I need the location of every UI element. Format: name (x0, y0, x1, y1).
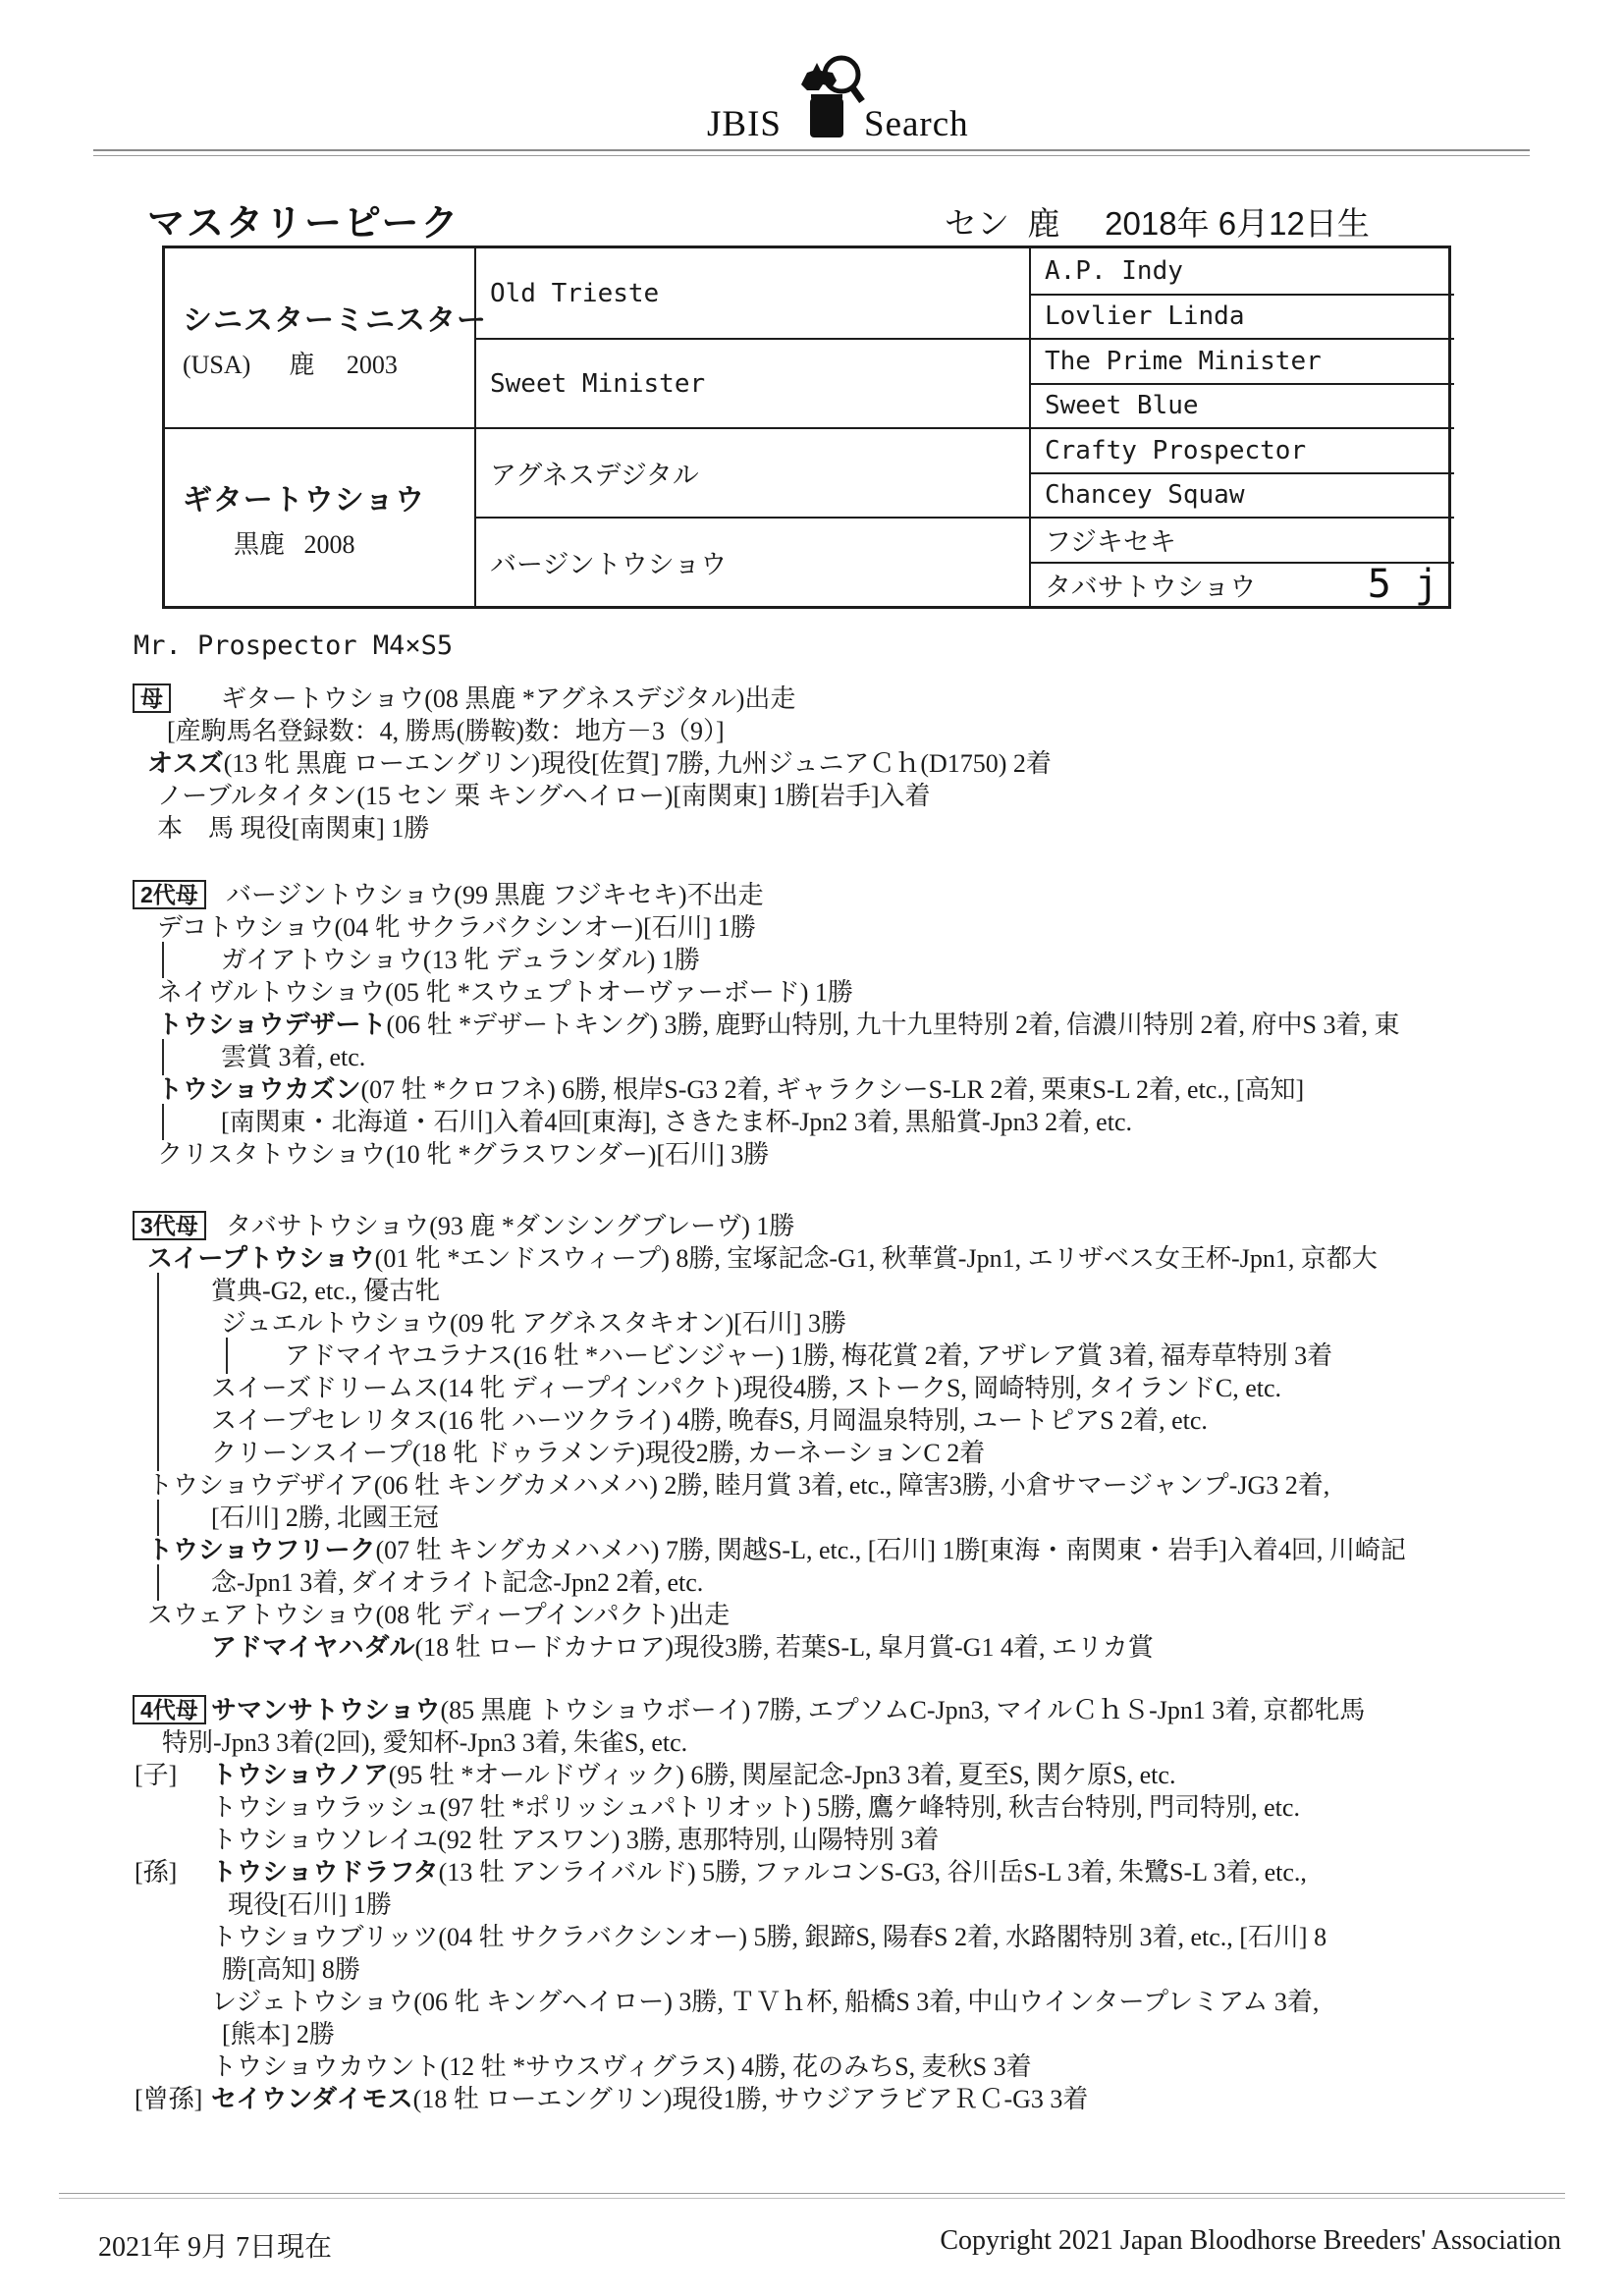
pedigree-line (133, 1339, 1586, 1372)
sire-name: シニスターミニスター (183, 303, 487, 337)
line-text: クリーンスイープ(18 牝 ドゥラメンテ)現役2勝, カーネーションC 2着 (211, 1439, 986, 1467)
pedigree-cell-grandparent: バージントウショウ (474, 517, 1029, 606)
pedigree-line (133, 1404, 1586, 1437)
line-text: トウショウソレイユ(92 牡 アスワン) 3勝, 恵那特別, 山陽特別 3着 (211, 1826, 940, 1854)
section-second-dam-line (133, 879, 1586, 1171)
line-text: トウショウカウント(12 牡 *サウスヴィグラス) 4勝, 花のみちS, 麦秋S 3着 (211, 2052, 1032, 2081)
footer-copyright: Copyright 2021 Japan Bloodhorse Breeders' Association (940, 2225, 1561, 2256)
pedigree-line (133, 1275, 1586, 1307)
footer-date: 2021年 9月 7日現在 (98, 2232, 333, 2263)
line-text: (18 牡 ロードカナロア)現役3勝, 若葉S-L, 皐月賞-G1 4着, エリカ賞 (414, 1633, 1154, 1662)
pedigree-table (162, 246, 1451, 609)
pedigree-line (133, 812, 1586, 845)
line-text: バージントウショウ(99 黒鹿 フジキセキ)不出走 (226, 881, 764, 909)
pedigree-line (133, 1791, 1586, 1824)
stakes-winner-name: トウショウフリーク (147, 1535, 376, 1564)
pedigree-line (133, 1009, 1586, 1041)
horse-magnifier-icon (793, 47, 870, 145)
pedigree-line (133, 1242, 1586, 1275)
line-text: 念-Jpn1 3着, ダイオライト記念-Jpn2 2着, etc. (211, 1568, 704, 1597)
pedigree-line (133, 1437, 1586, 1469)
pedigree-line (133, 1726, 1586, 1759)
stakes-winner-name: トウショウドラフタ (211, 1857, 439, 1886)
pedigree-line (133, 683, 1586, 715)
great-grandparent-name: The Prime Minister (1045, 346, 1322, 376)
pedigree-line (133, 1138, 1586, 1171)
line-text: スウェアトウショウ(08 牝 ディープインパクト)出走 (147, 1601, 731, 1629)
tree-branch-bar (157, 1305, 159, 1341)
pedigree-cell-great-grandparent (1029, 562, 1454, 607)
pedigree-line (133, 1106, 1586, 1138)
line-text: 雲賞 3着, etc. (221, 1043, 366, 1071)
footer-divider-rule (59, 2193, 1565, 2199)
great-grandparent-name: Sweet Blue (1045, 391, 1199, 421)
stakes-winner-name: スイープトウショウ (147, 1243, 375, 1273)
line-text: デコトウショウ(04 牝 サクラバクシンオー)[石川] 1勝 (157, 913, 756, 942)
line-text: (07 牡 キングカメハメハ) 7勝, 関越S-L, etc., [石川] 1勝[東海・南関東・岩手]入着4回, 川崎記 (375, 1536, 1406, 1564)
pedigree-cell-great-grandparent (1029, 383, 1454, 428)
line-text: [南関東・北海道・石川]入着4回[東海], さきたま杯-Jpn2 3着, 黒船賞-Jpn3 2着, etc. (221, 1108, 1132, 1136)
pedigree-line (133, 1307, 1586, 1339)
line-text: 本 馬 現役[南関東] 1勝 (157, 814, 430, 843)
line-text: アドマイヤユラナス(16 牡 *ハービンジャー) 1勝, 梅花賞 2着, アザレア賞 3着, 福寿草特別 3着 (285, 1341, 1333, 1370)
tree-branch-bar (157, 1273, 159, 1309)
line-text: トウショウラッシュ(97 牡 *ポリッシュパトリオット) 5勝, 鷹ケ峰特別, 秋吉台特別, 門司特別, etc. (211, 1793, 1300, 1822)
pedigree-cell-great-grandparent (1029, 517, 1454, 562)
pedigree-line (133, 1631, 1586, 1664)
dam-detail: 黒鹿 2008 (183, 529, 355, 559)
pedigree-cell-sire (165, 248, 487, 427)
line-text: 賞典-G2, etc., 優古牝 (211, 1277, 441, 1305)
tree-branch-bar (162, 942, 164, 978)
pedigree-cell-great-grandparent (1029, 472, 1454, 518)
header-divider-rule (93, 149, 1530, 156)
line-text: (06 牡 *デザートキング) 3勝, 鹿野山特別, 九十九里特別 2着, 信濃川特別 2着, 府中S 3着, 東 (386, 1011, 1400, 1039)
stakes-winner-name: トウショウカズン (157, 1074, 361, 1104)
generation-label-box: 3代母 (133, 1211, 206, 1240)
horse-name-title: マスタリーピーク (147, 203, 460, 245)
tree-branch-bar (157, 1402, 159, 1439)
line-text: [石川] 2勝, 北國王冠 (211, 1503, 439, 1532)
pedigree-cell-dam (165, 427, 474, 606)
line-text: トウショウデザイア(06 牡 キングカメハメハ) 2勝, 睦月賞 3着, etc., 障害3勝, 小倉サマージャンプ-JG3 2着, (147, 1471, 1330, 1500)
great-grandparent-name: Crafty Prospector (1045, 435, 1307, 465)
jbis-search-logo (687, 47, 982, 145)
stakes-winner-name: サマンサトウショウ (211, 1695, 441, 1724)
line-text: スイーズドリームス(14 牝 ディープインパクト)現役4勝, ストークS, 岡崎特別, タイランドC, etc. (211, 1374, 1282, 1402)
line-text: スイープセレリタス(16 牝 ハーツクライ) 4勝, 晩春S, 月岡温泉特別, ユートピアS 2着, etc. (211, 1406, 1208, 1435)
pedigree-cell-grandparent: Old Trieste (474, 248, 1029, 338)
line-text: [熊本] 2勝 (222, 2020, 335, 2049)
line-text: (95 牡 *オールドヴィック) 6勝, 関屋記念-Jpn3 3着, 夏至S, 関ケ原S, etc. (388, 1761, 1176, 1789)
pedigree-line (133, 1210, 1586, 1242)
pedigree-line (133, 1694, 1586, 1726)
tree-branch-bar (157, 1370, 159, 1406)
generation-label-box: 4代母 (133, 1695, 206, 1724)
line-text: トウショウブリッツ(04 牡 サクラバクシンオー) 5勝, 銀蹄S, 陽春S 2着, 水路閣特別 3着, etc., [石川] 8 (211, 1923, 1327, 1951)
pedigree-line (133, 1921, 1586, 1953)
generation-label-box: 母 (133, 683, 171, 713)
relation-label: [曾孫] (135, 2085, 203, 2113)
pedigree-line (133, 1534, 1586, 1566)
logo-search-text: Search (864, 104, 969, 144)
dam-name: ギタートウショウ (183, 483, 426, 517)
pedigree-line (133, 1824, 1586, 1856)
pedigree-line (133, 1372, 1586, 1404)
tree-branch-bar (162, 1039, 164, 1075)
great-grandparent-name: A.P. Indy (1045, 255, 1183, 286)
pedigree-line (133, 1953, 1586, 1986)
inbreeding-note: Mr. Prospector M4×S5 (134, 630, 454, 661)
line-text: ネイヴルトウショウ(05 牝 *スウェプトオーヴァーボード) 1勝 (157, 978, 853, 1007)
stakes-winner-name: トウショウノア (211, 1760, 389, 1789)
tree-branch-bar (157, 1338, 159, 1374)
line-text: (07 牡 *クロフネ) 6勝, 根岸S-G3 2着, ギャラクシーS-LR 2着, 栗東S-L 2着, etc., [高知] (360, 1075, 1305, 1104)
tree-branch-bar (157, 1435, 159, 1471)
section-third-dam-line (133, 1210, 1586, 1664)
stakes-winner-name: セイウンダイモス (211, 2084, 413, 2113)
line-text: 勝[高知] 8勝 (222, 1955, 360, 1984)
stakes-winner-name: アドマイヤハダル (211, 1632, 415, 1662)
pedigree-line (133, 1566, 1586, 1599)
stakes-winner-name: トウショウデザート (157, 1010, 387, 1039)
pedigree-line (133, 1469, 1586, 1502)
pedigree-line (133, 2018, 1586, 2050)
pedigree-line (133, 1073, 1586, 1106)
line-text: ジュエルトウショウ(09 牝 アグネスタキオン)[石川] 3勝 (221, 1309, 847, 1338)
pedigree-line (133, 944, 1586, 976)
line-text: (18 牡 ローエングリン)現役1勝, サウジアラビアＲＣ-G3 3着 (412, 2085, 1089, 2113)
great-grandparent-name: Lovlier Linda (1045, 301, 1245, 332)
stakes-winner-name: オスズ (147, 748, 224, 778)
generation-label-box: 2代母 (133, 880, 206, 909)
line-text: 現役[石川] 1勝 (228, 1890, 392, 1919)
pedigree-line (133, 1888, 1586, 1921)
pedigree-line (133, 1759, 1586, 1791)
line-text: レジェトウショウ(06 牝 キングヘイロー) 3勝, ＴＶｈ杯, 船橋S 3着, 中山ウインタープレミアム 3着, (211, 1988, 1320, 2016)
line-text: ガイアトウショウ(13 牝 デュランダル) 1勝 (221, 946, 700, 974)
line-text: 特別-Jpn3 3着(2回), 愛知杯-Jpn3 3着, 朱雀S, etc. (162, 1728, 688, 1757)
pedigree-line (133, 1986, 1586, 2018)
sire-detail: (USA) 鹿 2003 (183, 350, 398, 379)
pedigree-line (133, 2083, 1586, 2115)
pedigree-line (133, 976, 1586, 1009)
line-text: [産駒馬名登録数：4, 勝馬(勝鞍)数：地方－3（9）] (167, 717, 725, 745)
tree-branch-bar (157, 1564, 159, 1601)
pedigree-line (133, 747, 1586, 780)
pedigree-line (133, 911, 1586, 944)
tree-branch-bar (162, 1104, 164, 1140)
logo-jbis-text: JBIS (707, 104, 782, 144)
great-grandparent-name: フジキセキ (1045, 527, 1176, 558)
relation-label: [孫] (135, 1858, 178, 1886)
line-text: (13 牡 アンライバルド) 5勝, ファルコンS-G3, 谷川岳S-L 3着, 朱鷺S-L 3着, etc., (438, 1858, 1307, 1886)
great-grandparent-name: Chancey Squaw (1045, 480, 1245, 511)
pedigree-line (133, 879, 1586, 911)
line-text: (01 牝 *エンドスウィープ) 8勝, 宝塚記念-G1, 秋華賞-Jpn1, エリザベス女王杯-Jpn1, 京都大 (374, 1244, 1378, 1273)
pedigree-line (133, 1041, 1586, 1073)
pedigree-cell-grandparent: Sweet Minister (474, 338, 1029, 427)
great-grandparent-name: タバサトウショウ 5 j (1045, 562, 1438, 608)
handwritten-annotation: 5 j (1367, 562, 1438, 608)
pedigree-line (133, 715, 1586, 747)
pedigree-cell-great-grandparent (1029, 294, 1454, 339)
pedigree-line (133, 1502, 1586, 1534)
pedigree-line (133, 1599, 1586, 1631)
pedigree-line (133, 2050, 1586, 2083)
relation-label: [子] (135, 1761, 178, 1789)
section-fourth-dam-line (133, 1694, 1586, 2115)
tree-branch-bar (226, 1338, 228, 1374)
line-text: ギタートウショウ(08 黒鹿 *アグネスデジタル)出走 (221, 684, 796, 713)
pedigree-line (133, 780, 1586, 812)
pedigree-cell-great-grandparent (1029, 427, 1454, 472)
line-text: (85 黒鹿 トウショウボーイ) 7勝, エプソムC-Jpn3, マイルＣｈＳ-Jpn1 3着, 京都牝馬 (440, 1696, 1366, 1724)
line-text: (13 牝 黒鹿 ローエングリン)現役[佐賀] 7勝, 九州ジュニアＣｈ(D1750) 2着 (223, 749, 1052, 778)
pedigree-cell-great-grandparent (1029, 338, 1454, 383)
pedigree-cell-grandparent: アグネスデジタル (474, 427, 1029, 517)
pedigree-cell-great-grandparent (1029, 248, 1454, 294)
section-dam-line (133, 683, 1586, 845)
tree-branch-bar (157, 1500, 159, 1536)
pedigree-line (133, 1856, 1586, 1888)
line-text: タバサトウショウ(93 鹿 *ダンシングブレーヴ) 1勝 (226, 1212, 795, 1240)
horse-sex-coat-birth: セン 鹿 2018年 6月12日生 (945, 205, 1370, 242)
line-text: クリスタトウショウ(10 牝 *グラスワンダー)[石川] 3勝 (157, 1140, 770, 1169)
line-text: ノーブルタイタン(15 セン 栗 キングヘイロー)[南関東] 1勝[岩手]入着 (157, 782, 931, 810)
